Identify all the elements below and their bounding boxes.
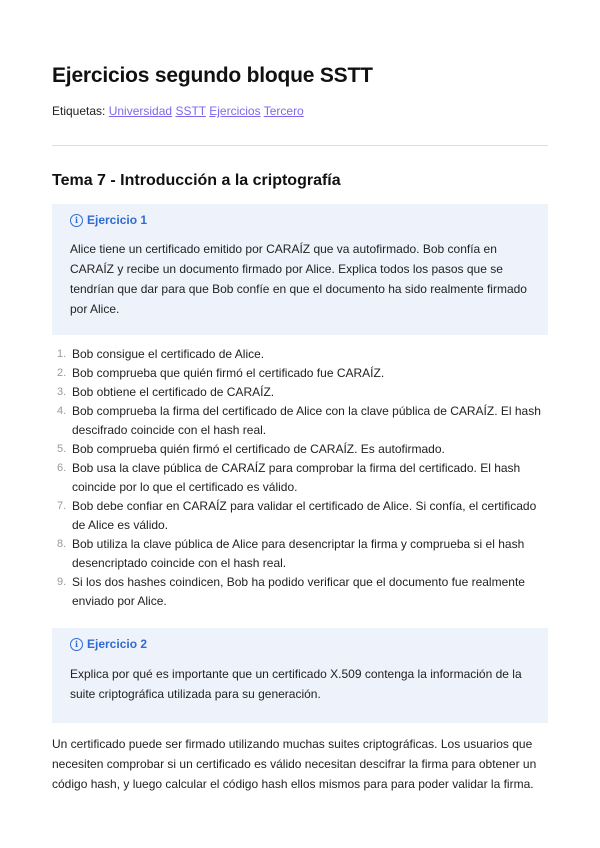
list-item: 1. Bob consigue el certificado de Alice. <box>57 347 265 361</box>
list-item: 6. Bob usa la clave pública de CARAÍZ para comprobar la firma del certificado. El hash coincide por lo que el certificado es válido. <box>57 461 521 494</box>
tag-link-ejercicios[interactable]: Ejercicios <box>209 104 261 118</box>
info-icon: i <box>70 638 83 651</box>
tag-link-universidad[interactable]: Universidad <box>108 104 173 118</box>
tags-label: Etiquetas: <box>52 104 106 118</box>
section-title: Tema 7 - Introducción a la criptografía <box>52 172 341 189</box>
list-item: 2. Bob comprueba que quién firmó el certificado fue CARAÍZ. <box>57 366 385 380</box>
exercise-callout-2 <box>52 628 548 723</box>
answer-paragraph: Un certificado puede ser firmado utilizando muchas suites criptográficas. Los usuarios que necesiten comprobar si un certificado es válido necesitan descifrar la firma para obtener un código hash, y luego calcular el código hash ellos mismos para para poder validar la firma. <box>52 737 537 791</box>
callout-body: Explica por qué es importante que un certificado X.509 contenga la información de la suite criptográfica utilizada para su generación. <box>70 667 522 701</box>
list-item: 7. Bob debe confiar en CARAÍZ para validar el certificado de Alice. Si confía, el certificado de Alice es válido. <box>57 499 537 532</box>
steps-list <box>52 345 548 611</box>
list-item: 9. Si los dos hashes coindicen, Bob ha podido verificar que el documento fue realmente enviado por Alice. <box>57 575 525 608</box>
list-item: 8. Bob utiliza la clave pública de Alice para desencriptar la firma y comprueba si el hash desencriptado coincide con el hash real. <box>57 537 525 570</box>
tags-row <box>52 104 304 118</box>
list-item: 5. Bob comprueba quién firmó el certificado de CARAÍZ. Es autofirmado. <box>57 442 445 456</box>
list-item: 3. Bob obtiene el certificado de CARAÍZ. <box>57 385 275 399</box>
info-icon: i <box>70 214 83 227</box>
callout-title: Ejercicio 2 <box>87 637 148 651</box>
tag-link-sstt[interactable]: SSTT <box>175 104 206 118</box>
callout-header <box>70 213 147 227</box>
exercise-callout-1 <box>52 204 548 335</box>
divider <box>52 145 548 146</box>
callout-body: Alice tiene un certificado emitido por CARAÍZ que va autofirmado. Bob confía en CARAÍZ y recibe un documento firmado por Alice. Explica todos los pasos que se tendrían que dar para que Bob confíe en que el documento ha sido realmente firmado por Alice. <box>70 242 527 316</box>
callout-title: Ejercicio 1 <box>87 213 148 227</box>
tag-link-tercero[interactable]: Tercero <box>263 104 304 118</box>
page-title: Ejercicios segundo bloque SSTT <box>52 64 373 87</box>
callout-header <box>70 637 147 651</box>
list-item: 4. Bob comprueba la firma del certificado de Alice con la clave pública de CARAÍZ. El hash descifrado coincide con el hash real. <box>57 404 541 437</box>
